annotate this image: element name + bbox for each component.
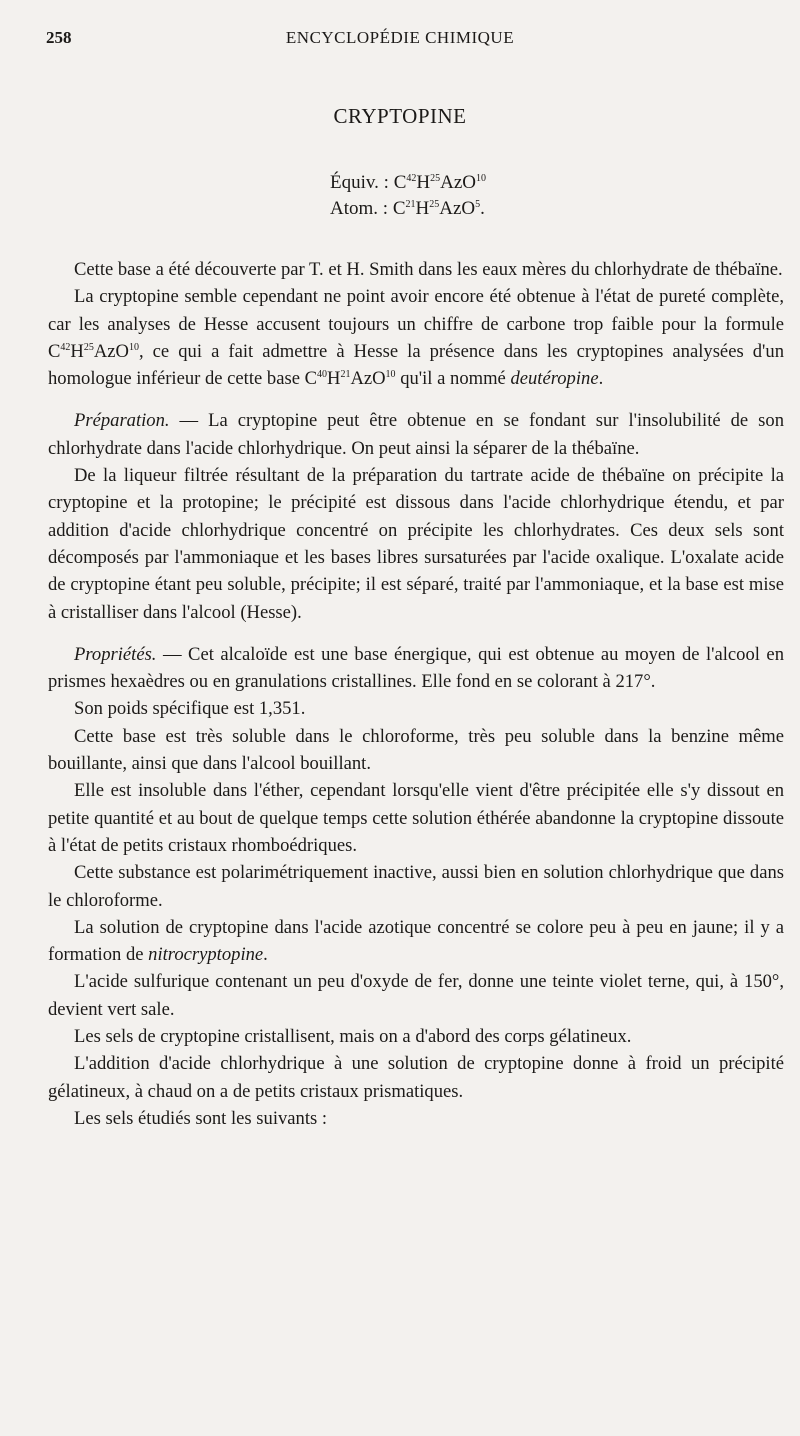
paragraph: Les sels étudiés sont les suivants : — [74, 1107, 328, 1129]
section-lead: Préparation. — [74, 410, 170, 432]
formula-index: 21 — [340, 369, 351, 381]
running-title: ENCYCLOPÉDIE CHIMIQUE — [285, 28, 515, 47]
formula-element: H — [327, 368, 341, 390]
formula-index: 42 — [60, 341, 71, 353]
paragraph: Cette substance est polarimétriquement inactive, aussi bien en solution chlorhydrique que dans le chloroforme. — [48, 862, 784, 911]
text-run: La cryptopine semble cependant ne point avoir encore été obtenue à l'état de pureté complète, car les analyses de Hesse accusent toujours un chiffre de carbone trop faible pour la formule — [48, 286, 784, 335]
formula-index: 10 — [476, 173, 486, 184]
paragraph — [48, 641, 784, 696]
page-header — [46, 28, 754, 54]
body-text — [48, 256, 784, 1132]
paragraph: Son poids spécifique est 1,351. — [74, 698, 306, 720]
paragraph — [48, 914, 784, 969]
formula-index: 10 — [385, 369, 396, 381]
paragraph: Elle est insoluble dans l'éther, cependant lorsqu'elle vient d'être précipitée elle s'y dissout en petite quantité et au bout de quelque temps cette solution éthérée abandonne la cryptopine dissoute à l'état de petits cristaux rhomboédriques. — [48, 780, 784, 856]
text-run: qu'il a nommé — [395, 368, 511, 390]
formula-element: H — [416, 172, 431, 193]
text-run: — La cryptopine peut être obtenue en se fondant sur l'insolubilité de son chlorhydrate dans l'acide chlorhydrique. On peut ainsi la séparer de la thébaïne. — [48, 410, 784, 459]
formula-element: AzO — [440, 172, 476, 193]
text-run: — Cet alcaloïde est une base énergique, qui est obtenue au moyen de l'alcool en prismes hexaèdres ou en granulations cristallines. Elle fond en se colorant à 217°. — [48, 643, 784, 693]
formula-index: 25 — [83, 341, 94, 353]
formula-index: 21 — [405, 199, 416, 210]
text-run: . — [598, 368, 604, 390]
italic-term: nitrocryptopine — [148, 944, 264, 966]
formula-index: 10 — [128, 341, 139, 353]
formula-index: 40 — [317, 369, 327, 381]
formula-element: C — [48, 340, 61, 362]
page-number: 258 — [46, 28, 72, 47]
formula-element: H — [415, 198, 430, 219]
formula-element: AzO — [350, 368, 386, 390]
formula-element: C — [392, 198, 406, 219]
formula-end: . — [480, 198, 485, 219]
text-run: , ce qui a fait admettre à Hesse la présence dans les cryptopines analysées d'un homologue inférieur de cette base — [48, 340, 784, 390]
section-title: CRYPTOPINE — [333, 104, 467, 128]
formula-label: Équiv. : — [330, 172, 389, 193]
formula-element: C — [393, 172, 407, 193]
paragraph: De la liqueur filtrée résultant de la préparation du tartrate acide de thébaïne on précipite la cryptopine et la protopine; le précipité est dissous dans l'acide chlorhydrique étendu, et par addition d'acide chlorhydrique concentré on précipite les chlorhydrates. Ces deux sels sont décomposés par l'ammoniaque et les bases libres sursaturées par l'acide oxalique. L'oxalate acide de cryptopine étant peu soluble, précipite; il est séparé, traité par l'ammoniaque, et la base est mise à cristalliser dans l'alcool (Hesse). — [48, 465, 784, 623]
formula-element: H — [70, 340, 84, 362]
formula-element: AzO — [93, 340, 129, 362]
paragraph: Les sels de cryptopine cristallisent, mais on a d'abord des corps gélatineux. — [74, 1026, 632, 1048]
formula-index: 5 — [475, 199, 481, 210]
formula-element: C — [304, 368, 317, 390]
atom-formula — [330, 196, 486, 222]
paragraph — [48, 407, 784, 462]
italic-term: deutéropine — [510, 368, 599, 390]
equiv-formula — [330, 170, 486, 196]
text-run: La solution de cryptopine dans l'acide azotique concentré se colore peu à peu en jaune; il y a formation de — [48, 916, 784, 966]
paragraph: L'acide sulfurique contenant un peu d'oxyde de fer, donne une teinte violet terne, qui, à 150°, devient vert sale. — [48, 971, 784, 1020]
formula-index: 25 — [429, 199, 440, 210]
formula-label: Atom. : — [330, 198, 389, 219]
text-run: . — [263, 944, 268, 966]
formula-element: AzO — [439, 198, 476, 219]
paragraph: Cette base a été découverte par T. et H. Smith dans les eaux mères du chlorhydrate de thébaïne. — [74, 259, 783, 280]
section-lead: Propriétés. — [74, 643, 157, 665]
formula-index: 25 — [430, 173, 441, 184]
formula-block — [330, 170, 486, 222]
paragraph: L'addition d'acide chlorhydrique à une solution de cryptopine donne à froid un précipité gélatineux, à chaud on a de petits cristaux prismatiques. — [48, 1053, 784, 1102]
formula-index: 42 — [406, 173, 417, 184]
paragraph: Cette base est très soluble dans le chloroforme, très peu soluble dans la benzine même bouillante, ainsi que dans l'alcool bouillant. — [48, 725, 784, 775]
paragraph — [48, 283, 784, 392]
